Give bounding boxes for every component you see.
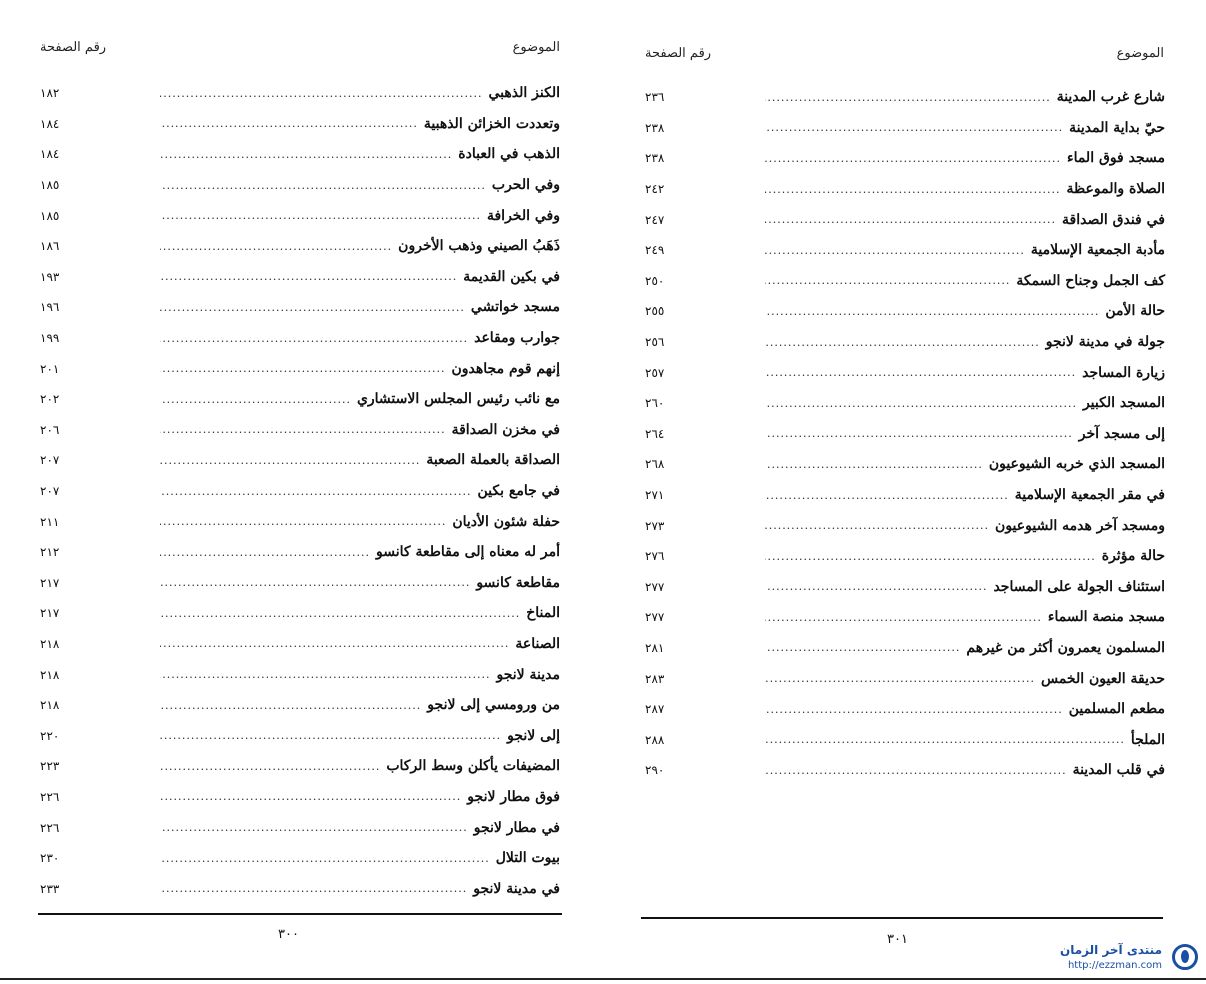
toc-entry (40, 537, 560, 568)
toc-entry-title: كف الجمل وجناح السمكة (1016, 272, 1165, 289)
toc-entry (645, 174, 1165, 205)
toc-entry-title: مطعم المسلمين (1068, 701, 1165, 718)
toc-entry-title: وفي الحرب (491, 177, 560, 194)
toc-entry (645, 510, 1165, 541)
toc-entry-page: ١٩٣ (40, 269, 60, 284)
toc-entry-page: ٢٣٣ (40, 881, 60, 896)
toc-leader-dots (765, 427, 1073, 440)
toc-entry-page: ٢٤٧ (645, 212, 665, 227)
toc-entry-page: ٢٥٠ (645, 273, 665, 288)
toc-entry (645, 755, 1165, 786)
toc-entry-page: ٢٩٠ (645, 763, 665, 778)
toc-entry (40, 629, 560, 660)
toc-leader-dots (765, 641, 960, 654)
toc-entry-title: الكنز الذهبي (488, 85, 560, 102)
toc-entry (40, 323, 560, 354)
toc-entry-title: في مطار لانجو (473, 819, 560, 836)
toc-leader-dots (765, 397, 1077, 410)
toc-entry-title: مع نائب رئيس المجلس الاستشاري (356, 391, 560, 408)
toc-entry (645, 82, 1165, 113)
toc-leader-dots (160, 882, 467, 895)
toc-leader-dots (160, 209, 481, 222)
toc-entry-title: مأدبة الجمعية الإسلامية (1030, 242, 1165, 259)
right-folio: ٣٠١ (887, 932, 908, 947)
toc-entry (40, 873, 560, 904)
right-header-page: رقم الصفحة (645, 46, 712, 61)
toc-leader-dots (160, 240, 392, 253)
toc-leader-dots (765, 274, 1010, 287)
toc-leader-dots (160, 454, 420, 467)
toc-entry-page: ٢٧١ (645, 488, 665, 503)
forum-name: منتدى آخر الزمان (1060, 943, 1162, 957)
toc-leader-dots (160, 270, 457, 283)
toc-entry-title: في قلب المدينة (1072, 762, 1165, 779)
toc-entry (40, 720, 560, 751)
toc-leader-dots (765, 611, 1042, 624)
toc-entry (645, 266, 1165, 297)
toc-entry-title: ومسجد آخر هدمه الشيوعيون (995, 517, 1165, 534)
toc-entry (40, 690, 560, 721)
toc-leader-dots (160, 301, 465, 314)
toc-entry-page: ٢١٢ (40, 545, 60, 560)
toc-leader-dots (160, 821, 468, 834)
toc-entry-title: زيارة المساجد (1082, 364, 1165, 381)
toc-leader-dots (765, 183, 1061, 196)
toc-entry-title: في مخزن الصداقة (451, 421, 560, 438)
toc-entry (40, 109, 560, 140)
toc-entry-title: إنهم قوم مجاهدون (451, 360, 560, 377)
toc-entry (645, 694, 1165, 725)
toc-entry (645, 204, 1165, 235)
toc-leader-dots (160, 576, 470, 589)
toc-entry (40, 751, 560, 782)
forum-logo-icon (1172, 944, 1198, 970)
toc-entry (40, 598, 560, 629)
toc-entry (645, 633, 1165, 664)
toc-entry-page: ٢١٨ (40, 698, 60, 713)
toc-leader-dots (160, 729, 501, 742)
toc-entry-title: مسجد خواتشي (470, 299, 560, 316)
toc-leader-dots (160, 485, 472, 498)
toc-entry-title: الصداقة بالعملة الصعبة (426, 452, 560, 469)
toc-entry (645, 388, 1165, 419)
toc-entry (40, 292, 560, 323)
toc-leader-dots (765, 550, 1096, 563)
toc-entry-page: ١٨٤ (40, 116, 60, 131)
toc-entry-page: ٢٠٧ (40, 453, 60, 468)
toc-entry-title: فوق مطار لانجو (467, 788, 560, 805)
toc-entry-page: ٢٠٢ (40, 392, 60, 407)
toc-entry-title: الذهب في العبادة (458, 146, 560, 163)
toc-entry-page: ٢٢٣ (40, 759, 60, 774)
toc-leader-dots (160, 362, 446, 375)
toc-leader-dots (765, 703, 1063, 716)
toc-entry-page: ٢٠٧ (40, 484, 60, 499)
toc-entry-title: حيّ بداية المدينة (1069, 119, 1165, 136)
toc-entry-title: أمر له معناه إلى مقاطعة كانسو (376, 544, 560, 561)
toc-leader-dots (160, 148, 452, 161)
toc-leader-dots (160, 607, 520, 620)
toc-entry (40, 170, 560, 201)
toc-entry (40, 353, 560, 384)
toc-entry-title: المسجد الكبير (1082, 395, 1165, 412)
left-header-topic: الموضوع (512, 40, 560, 55)
toc-entry (645, 113, 1165, 144)
toc-entry-page: ٢٨١ (645, 640, 665, 655)
toc-entry-page: ٢٤٩ (645, 243, 665, 258)
toc-leader-dots (160, 423, 446, 436)
toc-entry-title: استئناف الجولة على المساجد (993, 578, 1165, 595)
toc-leader-dots (160, 515, 446, 528)
toc-entry-title: مسجد منصة السماء (1047, 609, 1165, 626)
toc-entry-page: ٢٦٨ (645, 457, 665, 472)
toc-entry-title: في مدينة لانجو (473, 880, 560, 897)
toc-entry-page: ٢٧٣ (645, 518, 665, 533)
toc-entry-title: المضيفات يأكلن وسط الركاب (386, 758, 560, 775)
toc-leader-dots (160, 637, 509, 650)
right-footer-rule (641, 917, 1163, 919)
toc-entry (645, 327, 1165, 358)
toc-leader-dots (765, 489, 1009, 502)
toc-entry (40, 843, 560, 874)
toc-entry (40, 782, 560, 813)
toc-entry-page: ٢٣٦ (645, 90, 665, 105)
toc-entry-page: ٢٣٨ (645, 151, 665, 166)
toc-entry-page: ٢٢٠ (40, 728, 60, 743)
toc-leader-dots (765, 733, 1125, 746)
toc-entry-page: ٢٨٣ (645, 671, 665, 686)
toc-entry (645, 724, 1165, 755)
toc-entry-title: حفلة شئون الأديان (452, 513, 560, 530)
right-toc-list (645, 82, 1165, 786)
toc-leader-dots (765, 519, 989, 532)
toc-entry-title: مسجد فوق الماء (1066, 150, 1165, 167)
toc-entry-title: وتعددت الخزائن الذهبية (423, 115, 560, 132)
toc-leader-dots (160, 699, 421, 712)
toc-entry (40, 262, 560, 293)
toc-entry-page: ٢١١ (40, 514, 60, 529)
toc-entry-title: المناخ (526, 605, 560, 622)
toc-leader-dots (160, 852, 490, 865)
toc-entry (645, 235, 1165, 266)
toc-leader-dots (160, 790, 461, 803)
toc-entry-page: ٢٣٨ (645, 120, 665, 135)
toc-entry-page: ٢٥٥ (645, 304, 665, 319)
toc-entry-page: ٢٨٧ (645, 702, 665, 717)
toc-entry-page: ٢٠١ (40, 361, 60, 376)
toc-entry-page: ٢٥٧ (645, 365, 665, 380)
toc-entry (645, 480, 1165, 511)
toc-entry-page: ٢١٧ (40, 575, 60, 590)
toc-entry-title: في جامع بكين (477, 483, 560, 500)
right-header-topic: الموضوع (1116, 46, 1164, 61)
left-header-page: رقم الصفحة (40, 40, 107, 55)
toc-entry (40, 200, 560, 231)
toc-entry-title: في بكين القديمة (463, 268, 560, 285)
toc-leader-dots (160, 546, 370, 559)
toc-leader-dots (765, 580, 987, 593)
left-footer-rule (38, 913, 562, 915)
toc-entry-page: ٢١٨ (40, 636, 60, 651)
forum-url: http://ezzman.com (1067, 960, 1162, 971)
toc-entry-title: الملجأ (1130, 731, 1165, 748)
toc-leader-dots (765, 213, 1056, 226)
toc-leader-dots (160, 668, 491, 681)
toc-entry-page: ٢٧٧ (645, 610, 665, 625)
toc-entry (40, 139, 560, 170)
toc-entry-title: إلى لانجو (507, 727, 560, 744)
left-folio: ٣٠٠ (278, 927, 299, 942)
toc-entry-title: في مقر الجمعية الإسلامية (1014, 487, 1165, 504)
toc-entry-page: ٢٤٢ (645, 182, 665, 197)
toc-leader-dots (765, 244, 1025, 257)
toc-entry-page: ٢٢٦ (40, 820, 60, 835)
toc-entry-title: شارع غرب المدينة (1056, 89, 1165, 106)
toc-entry-title: وفي الخرافة (486, 207, 560, 224)
toc-entry (40, 476, 560, 507)
toc-leader-dots (765, 366, 1076, 379)
toc-leader-dots (160, 760, 380, 773)
toc-leader-dots (160, 332, 468, 345)
toc-entry-title: المسجد الذي خربه الشيوعيون (988, 456, 1165, 473)
toc-entry-page: ١٨٢ (40, 86, 60, 101)
toc-entry-title: حالة الأمن (1105, 303, 1165, 320)
toc-leader-dots (765, 764, 1067, 777)
toc-entry (40, 415, 560, 446)
toc-leader-dots (765, 305, 1099, 318)
toc-leader-dots (160, 117, 418, 130)
left-toc-list (40, 78, 560, 904)
toc-entry-title: حالة مؤثرة (1101, 548, 1165, 565)
toc-entry-page: ٢٥٦ (645, 335, 665, 350)
toc-entry-page: ٢٧٦ (645, 549, 665, 564)
toc-entry-title: ذَهَبُ الصيني وذهب الأخرون (398, 238, 560, 255)
right-page (605, 0, 1206, 984)
toc-leader-dots (765, 91, 1051, 104)
toc-entry (40, 231, 560, 262)
toc-leader-dots (160, 87, 483, 100)
toc-entry-page: ٢٦٠ (645, 396, 665, 411)
toc-entry-page: ١٩٩ (40, 331, 60, 346)
toc-entry-title: جولة في مدينة لانجو (1045, 334, 1165, 351)
toc-entry-page: ١٨٤ (40, 147, 60, 162)
toc-entry-page: ١٨٦ (40, 239, 60, 254)
toc-entry (645, 357, 1165, 388)
toc-entry-page: ٢٠٦ (40, 422, 60, 437)
toc-entry-title: الصلاة والموعظة (1066, 181, 1165, 198)
toc-entry (40, 568, 560, 599)
toc-entry (645, 572, 1165, 603)
toc-entry (40, 78, 560, 109)
toc-entry-title: بيوت التلال (495, 850, 560, 867)
toc-entry (645, 143, 1165, 174)
toc-leader-dots (765, 458, 983, 471)
toc-entry-page: ٢٦٤ (645, 426, 665, 441)
toc-entry (40, 812, 560, 843)
toc-entry-page: ١٩٦ (40, 300, 60, 315)
toc-leader-dots (160, 393, 351, 406)
toc-entry-title: في فندق الصداقة (1062, 211, 1165, 228)
toc-entry-title: الصناعة (515, 635, 560, 652)
toc-entry-title: جوارب ومقاعد (474, 330, 560, 347)
toc-entry (40, 445, 560, 476)
toc-entry-page: ٢٨٨ (645, 732, 665, 747)
toc-leader-dots (765, 121, 1063, 134)
toc-entry (40, 384, 560, 415)
toc-entry-title: مقاطعة كانسو (476, 574, 560, 591)
left-page (0, 0, 600, 984)
toc-leader-dots (160, 179, 486, 192)
toc-leader-dots (765, 152, 1061, 165)
toc-entry-title: المسلمون يعمرون أكثر من غيرهم (966, 639, 1165, 656)
toc-entry (645, 296, 1165, 327)
toc-entry-page: ٢٣٠ (40, 851, 60, 866)
toc-entry-page: ٢١٧ (40, 606, 60, 621)
toc-entry-title: حديقة العيون الخمس (1040, 670, 1165, 687)
toc-entry (645, 419, 1165, 450)
toc-entry (40, 659, 560, 690)
toc-entry-title: من ورومسي إلى لانجو (427, 697, 560, 714)
toc-entry (40, 506, 560, 537)
toc-leader-dots (765, 672, 1035, 685)
toc-entry-page: ١٨٥ (40, 178, 60, 193)
toc-entry-page: ٢٧٧ (645, 579, 665, 594)
toc-entry (645, 449, 1165, 480)
toc-entry-title: إلى مسجد آخر (1078, 425, 1165, 442)
toc-entry-page: ٢٢٦ (40, 789, 60, 804)
toc-entry-title: مدينة لانجو (496, 666, 560, 683)
toc-leader-dots (765, 336, 1040, 349)
forum-watermark (1020, 938, 1206, 978)
scan-bottom-border (0, 978, 1206, 980)
toc-entry (645, 663, 1165, 694)
toc-entry-page: ١٨٥ (40, 208, 60, 223)
toc-entry (645, 541, 1165, 572)
toc-entry (645, 602, 1165, 633)
toc-entry-page: ٢١٨ (40, 667, 60, 682)
